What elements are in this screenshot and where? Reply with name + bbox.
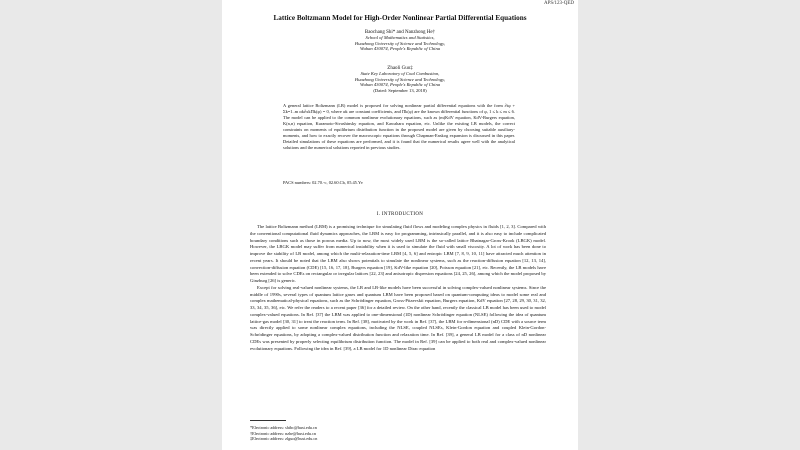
author-block-2: [222, 66, 578, 93]
affiliation-line: State Key Laboratory of Coal Combustion,: [360, 71, 440, 77]
footnote: *Electronic address: shibc@hust.edu.cn: [250, 425, 317, 430]
report-number: APS/123-QED: [543, 1, 574, 6]
affiliation-line: School of Mathematics and Statistics,: [365, 35, 435, 41]
affiliation-line: Huazhong University of Science and Technology,: [354, 76, 446, 82]
pacs-numbers: PACS numbers: 02.70.-c, 02.60.Cb, 05.45.Yv: [283, 180, 363, 185]
footnote: ‡Electronic address: zlguo@hust.edu.cn: [250, 436, 318, 441]
introduction-body: [250, 224, 546, 352]
affiliation-line: Wuhan 430074, People's Republic of China: [359, 46, 441, 52]
author-names: Zhaoli Guo‡: [387, 66, 413, 71]
paper-page: [222, 0, 578, 450]
paragraph: The lattice Boltzmann method (LBM) is a promising technique for simulating fluid flows and modeling complex physics in fluids [1, 2, 3]. Compared with the conventional computational fluid dynamics approaches, the LBM is easy for programming, intrinsically parallel, and it is also easy to include complicated boundary conditions such as those in porous media. Up to now, the most widely used LBM is the so-called lattice Bhatnagar-Gross-Krook (LBGK) model. However, the LBGK model may suffer from numerical instability when it is used to simulate the fluid with small viscosity. A lot of work has been done to improve the stability of LB model, among which the multi-relaxation-time LBM [4, 5, 6] and entropic LBM [7, 8, 9, 10, 11] have attracted much attention in recent years. It should be noted that the LBM also shows potentials to simulate the nonlinear systems, such as the reaction-diffusion equation [12, 13, 14], convection-diffusion equation (CDE) [15, 16, 17, 18], Burgers equation [19], KdV-like equation [20], Poisson equation [21], etc. Recently, the LB models have been extended to solve CDEs on rectangular or irregular lattices [22, 23] and anisotropic dispersion equations [24, 25, 26], among which the model proposed by Ginzburg [26] is generic.: [250, 224, 546, 283]
abstract: A general lattice Boltzmann (LB) model is proposed for solving nonlinear partial differential equations with the form ∂tφ + Σk=1..m αk∂xkΠk(φ) = 0, where αk are constant coefficients, and Πk(φ) are the known differential functions of φ, 1 ≤ k ≤ m ≤ 6. The model can be applied to the common nonlinear evolutionary equations, such as (m)KdV equation, KdV-Burgers equation, K(n,n) equation, Kuramoto-Sivashinsky equation, and Kawahara equation, etc. Unlike the existing LB models, the correct constraints on moments of equilibrium distribution function in the proposed model are given by choosing suitable auxiliary-moments, and how to exactly recover the macroscopic equations through Chapman-Enskog expansion is discussed in this paper. Detailed simulations of these equations are performed, and it is found that the numerical results agree well with the analytical solutions and the numerical solutions reported in previous studies.: [283, 103, 515, 151]
paragraph: Except for solving real-valued nonlinear systems, the LB and LB-like models have been successful in solving complex-valued nonlinear systems. Since the middle of 1990s, several types of quantum lattice gases and quantum LBM have been proposed based on quantum-computing ideas to model some real and complex mathematical-physical equations, such as the Schrödinger equation, Gross-Pitaevskii equation, Burgers equation, KdV equation [27, 28, 29, 30, 31, 32, 33, 34, 35, 36], etc. We refer the readers to a recent paper [36] for a detailed review. On the other hand, recently the classical LB model has been used to model complex-valued equations. In Ref. [37] the LBM was applied to one-dimensional (1D) nonlinear Schrödinger equation (NLSE) following the idea of quantum lattice-gas model [30, 31] to treat the reaction term. In Ref. [38], motivated by the work in Ref. [37], the LBM for n-dimensional (nD) CDE with a source term was directly applied to some nonlinear complex equations, including the NLSE, coupled NLSEs, Klein-Gordon equation and coupled Klein-Gordon-Schrödinger equations, by adopting a complex-valued distribution function and relaxation time. In Ref. [39], a general LB model for a class of nD nonlinear CDEs was presented by properly selecting equilibrium distribution function. The model in Ref. [39] can be applied to both real and complex-valued nonlinear evolutionary equations. Following the idea in Ref. [39], a LB model for 1D nonlinear Dirac equation: [250, 284, 546, 351]
affiliation-line: Wuhan 430074, People's Republic of China: [359, 82, 441, 88]
footnotes: [250, 425, 317, 442]
paper-title: Lattice Boltzmann Model for High-Order Nonlinear Partial Differential Equations: [273, 14, 527, 22]
footnote-rule: [250, 420, 286, 421]
affiliation-line: Huazhong University of Science and Technology,: [354, 40, 446, 46]
section-heading: I. INTRODUCTION: [376, 212, 424, 217]
dated-line: (Dated: September 13, 2018): [373, 87, 427, 93]
footnote: †Electronic address: nzhe@hust.edu.cn: [250, 430, 316, 436]
author-block-1: [222, 30, 578, 52]
author-names: Baochang Shi* and Nanzhong He†: [364, 30, 436, 35]
